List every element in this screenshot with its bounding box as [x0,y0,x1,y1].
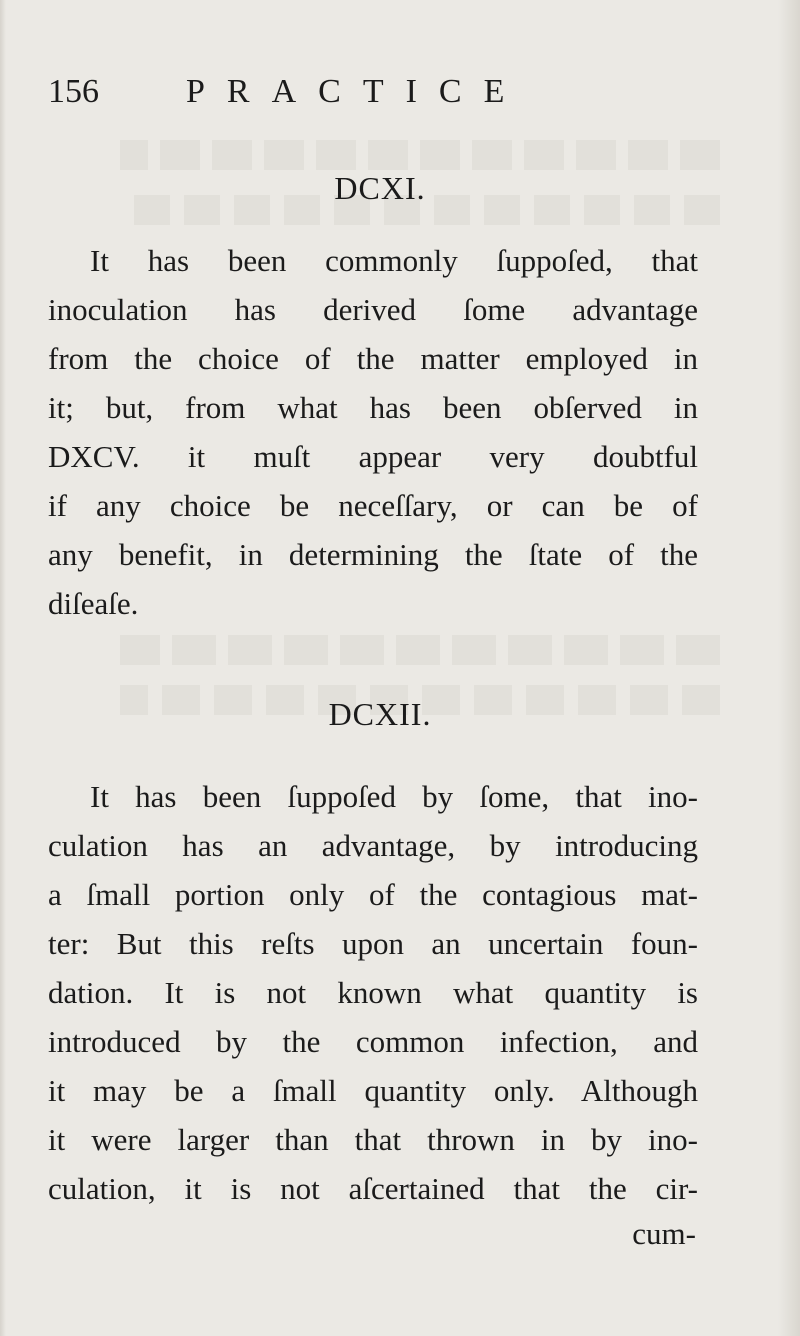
paragraph-dcxii [48,772,698,1213]
text-line: it; but, from what has been obſerved in [48,390,698,425]
text-line: a ſmall portion only of the contagious mat- [48,877,698,912]
text-line: ter: But this reſts upon an uncertain foun- [48,926,698,961]
text-line: it were larger than that thrown in by ino- [48,1122,698,1157]
running-title: PRACTICE [186,73,527,110]
section-title-dcxii: DCXII. [328,696,432,732]
text-line: diſeaſe. [48,586,139,621]
text-line: culation has an advantage, by introducing [48,828,698,863]
text-line: it may be a ſmall quantity only. Although [48,1073,698,1108]
paragraph-dcxi [48,236,698,628]
text-line: introduced by the common infection, and [48,1024,698,1059]
page-number: 156 [48,73,99,110]
show-through-texture [120,140,720,170]
text-line: inoculation has derived ſome advantage [48,292,698,327]
text-line: any benefit, in determining the ſtate of the [48,537,698,572]
page-edge-right [778,0,800,1336]
text-line: It has been ſuppoſed by ſome, that ino- [90,779,698,814]
text-line: if any choice be neceſſary, or can be of [48,488,698,523]
catchword: cum- [632,1216,696,1251]
running-head [48,68,568,118]
text-line: DXCV. it muſt appear very doubtful [48,439,698,474]
text-line: dation. It is not known what quantity is [48,975,698,1010]
text-line: culation, it is not aſcertained that the cir- [48,1171,698,1206]
show-through-texture [120,635,720,665]
section-title-dcxi: DCXI. [334,170,426,206]
text-line: from the choice of the matter employed in [48,341,698,376]
text-line: It has been commonly ſuppoſed, that [90,243,698,278]
